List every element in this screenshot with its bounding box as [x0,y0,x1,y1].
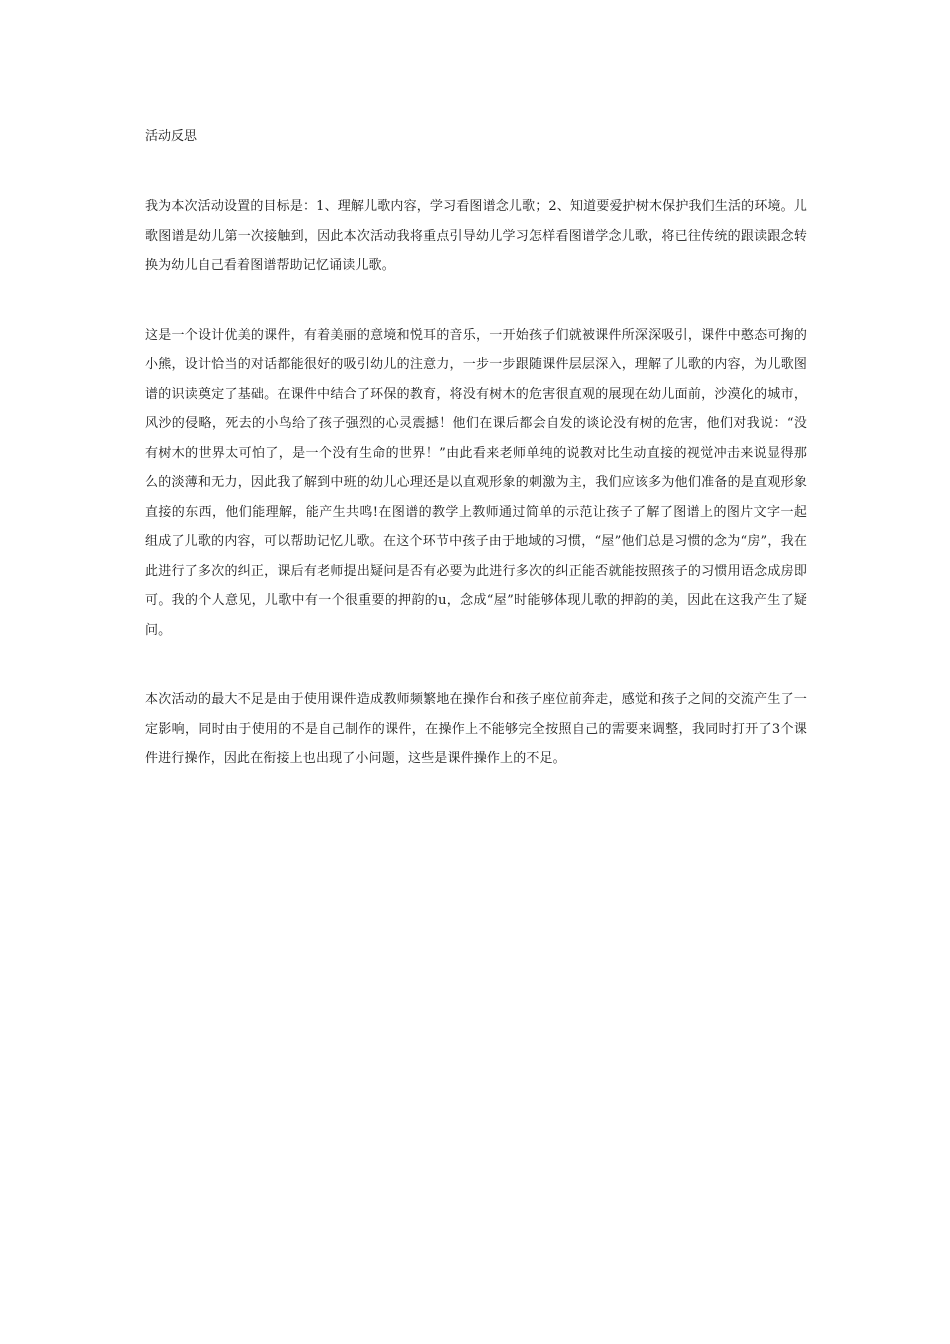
paragraph-goals: 我为本次活动设置的目标是：1、理解儿歌内容，学习看图谱念儿歌；2、知道要爱护树木保护我们生活的环境。儿歌图谱是幼儿第一次接触到，因此本次活动我将重点引导幼儿学习怎样看图谱学念儿歌，将已往传统的跟读跟念转换为幼儿自己看着图谱帮助记忆诵读儿歌。 [145,199,807,273]
document-page [145,124,807,774]
paragraph-shortcomings: 本次活动的最大不足是由于使用课件造成教师频繁地在操作台和孩子座位前奔走，感觉和孩子之间的交流产生了一定影响，同时由于使用的不是自己制作的课件，在操作上不能够完全按照自己的需要来调整，我同时打开了3个课件进行操作，因此在衔接上也出现了小问题，这些是课件操作上的不足。 [145,692,807,766]
document-title: 活动反思 [145,129,198,144]
paragraph-courseware-evaluation: 这是一个设计优美的课件，有着美丽的意境和悦耳的音乐，一开始孩子们就被课件所深深吸引，课件中憨态可掬的小熊，设计恰当的对话都能很好的吸引幼儿的注意力，一步一步跟随课件层层深入，理解了儿歌的内容，为儿歌图谱的识读奠定了基础。在课件中结合了环保的教育，将没有树木的危害很直观的展现在幼儿面前，沙漠化的城市，风沙的侵略，死去的小鸟给了孩子强烈的心灵震撼！他们在课后都会自发的谈论没有树的危害，他们对我说：“没有树木的世界太可怕了，是一个没有生命的世界！”由此看来老师单纯的说教对比生动直接的视觉冲击来说显得那么的淡薄和无力，因此我了解到中班的幼儿心理还是以直观形象的刺激为主，我们应该多为他们准备的是直观形象直接的东西，他们能理解，能产生共鸣!在图谱的教学上教师通过简单的示范让孩子了解了图谱上的图片文字一起组成了儿歌的内容，可以帮助记忆儿歌。在这个环节中孩子由于地域的习惯，“屋”他们总是习惯的念为“房”，我在此进行了多次的纠正，课后有老师提出疑问是否有必要为此进行多次的纠正能否就能按照孩子的习惯用语念成房即可。我的个人意见，儿歌中有一个很重要的押韵的u，念成“屋”时能够体现儿歌的押韵的美，因此在这我产生了疑问。 [145,327,807,638]
